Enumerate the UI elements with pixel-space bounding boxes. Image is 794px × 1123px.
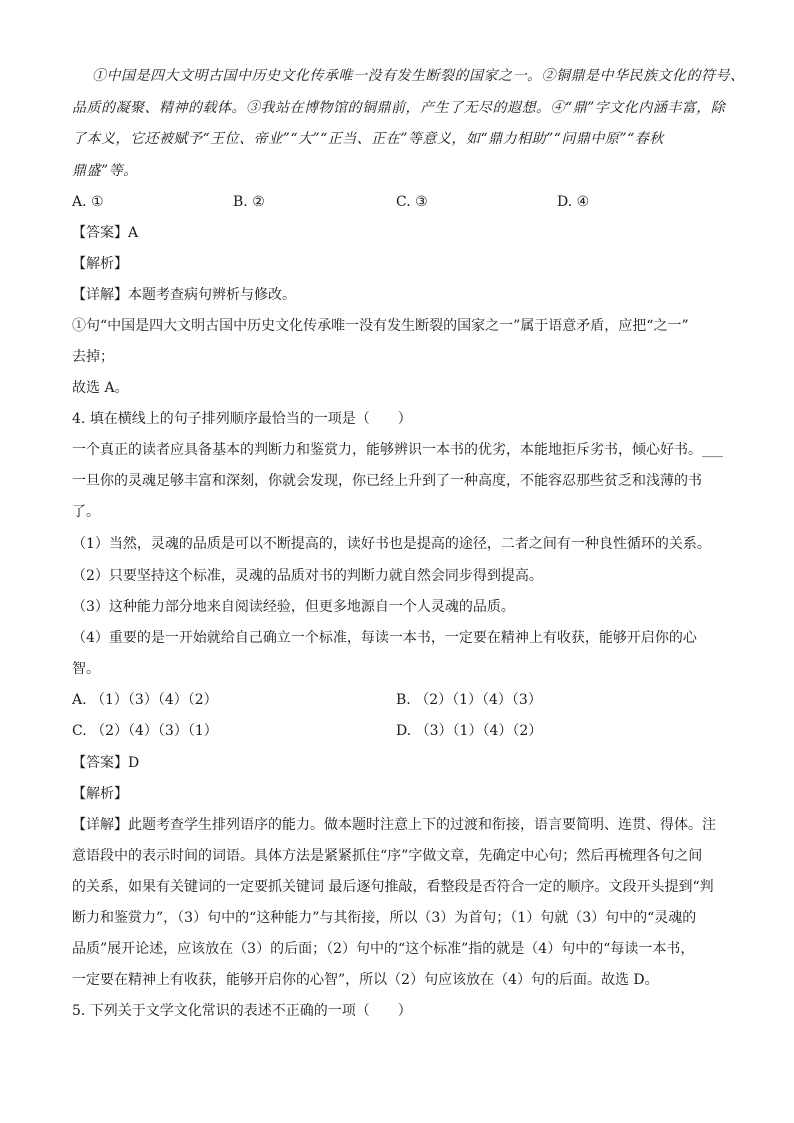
q4-sentence-2: （2）只要坚持这个标准，灵魂的品质对书的判断力就自然会同步得到提高。	[72, 568, 543, 584]
q3-passage-line: 品质的凝聚、精神的载体。③我站在博物馆的铜鼎前，产生了无尽的遐想。④“鼎”字文化内涵丰富，除	[72, 100, 726, 116]
q4-sentence-1: （1）当然，灵魂的品质是可以不断提高的，读好书也是提高的途径，二者之间有一种良性循环的关系。	[72, 536, 711, 552]
q4-detail-line: 一定要在精神上有收获，能够开启你的心智”，所以（2）句应该放在（4）句的后面。故选 D。	[72, 972, 659, 988]
q4-option-a: A. （1）（3）（4）（2）	[72, 692, 218, 708]
q3-option-d: D. ④	[557, 194, 590, 210]
q4-detail-line: 断力和鉴赏力”，（3）句中的“这种能力”与其衔接，所以（3）为首句；（1）句就（3）句中的“灵魂的	[72, 910, 697, 926]
q3-detail-line: 【详解】本题考查病句辨析与修改。	[72, 287, 296, 303]
q4-option-c: C. （2）（4）（3）（1）	[72, 723, 218, 739]
q4-sentence-4: （4）重要的是一开始就给自己确立一个标准，每读一本书，一定要在精神上有收获，能够开启你的心	[72, 630, 697, 646]
q4-option-b: B. （2）（1）（4）（3）	[396, 692, 542, 708]
q3-detail-line: ①句“中国是四大文明古国中历史文化传承唯一没有发生断裂的国家之一”属于语意矛盾，应把“之一”	[72, 318, 689, 334]
q3-detail-line: 故选 A。	[72, 380, 129, 396]
q3-option-a: A. ①	[72, 194, 104, 210]
q4-sentence-4-cont: 智。	[72, 661, 100, 677]
q4-option-d: D. （3）（1）（4）（2）	[396, 723, 543, 739]
q4-sentence-3: （3）这种能力部分地来自阅读经验，但更多地源自一个人灵魂的品质。	[72, 599, 515, 615]
q4-passage-line: 了。	[72, 504, 100, 520]
q4-detail-line: 意语段中的表示时间的词语。具体方法是紧紧抓住“序”字做文章，先确定中心句；然后再梳理各句之间	[72, 848, 703, 864]
q3-passage-line: ①中国是四大文明古国中历史文化传承唯一没有发生断裂的国家之一。②铜鼎是中华民族文化的符号、	[92, 68, 745, 84]
q4-analysis-tag: 【解析】	[72, 786, 128, 802]
q3-answer: 【答案】A	[72, 225, 139, 241]
q3-passage-line: 了本义，它还被赋予“王位、帝业”“大”“正当、正在”等意义，如“鼎力相助”“问鼎中原”“春秋	[72, 131, 664, 147]
q3-option-b: B. ②	[233, 194, 265, 210]
q4-stem: 4. 填在横线上的句子排列顺序最恰当的一项是（ ）	[72, 411, 412, 427]
q4-passage-line: 一个真正的读者应具备基本的判断力和鉴赏力，能够辨识一本书的优劣，本能地拒斥劣书，倾心好书。___	[72, 442, 723, 458]
q3-option-c: C. ③	[396, 194, 428, 210]
q4-detail-line: 品质”展开论述，应该放在（3）的后面；（2）句中的“这个标准”指的就是（4）句中的“每读一本书，	[72, 941, 695, 957]
q5-stem: 5. 下列关于文学文化常识的表述不正确的一项（ ）	[72, 1003, 412, 1019]
q4-detail-line: 【详解】此题考查学生排列语序的能力。做本题时注意上下的过渡和衔接，语言要简明、连贯、得体。注	[72, 817, 716, 833]
q3-passage-line: 鼎盛”等。	[72, 163, 138, 179]
q4-answer: 【答案】D	[72, 755, 140, 771]
q3-analysis-tag: 【解析】	[72, 256, 128, 272]
q4-passage-line: 一旦你的灵魂足够丰富和深刻，你就会发现，你已经上升到了一种高度，不能容忍那些贫乏和浅薄的书	[72, 473, 702, 489]
q4-detail-line: 的关系，如果有关键词的一定要抓关键词 最后逐句推敲，看整段是否符合一定的顺序。文段开头提到“判	[72, 879, 714, 895]
q3-detail-line: 去掉；	[72, 349, 114, 365]
